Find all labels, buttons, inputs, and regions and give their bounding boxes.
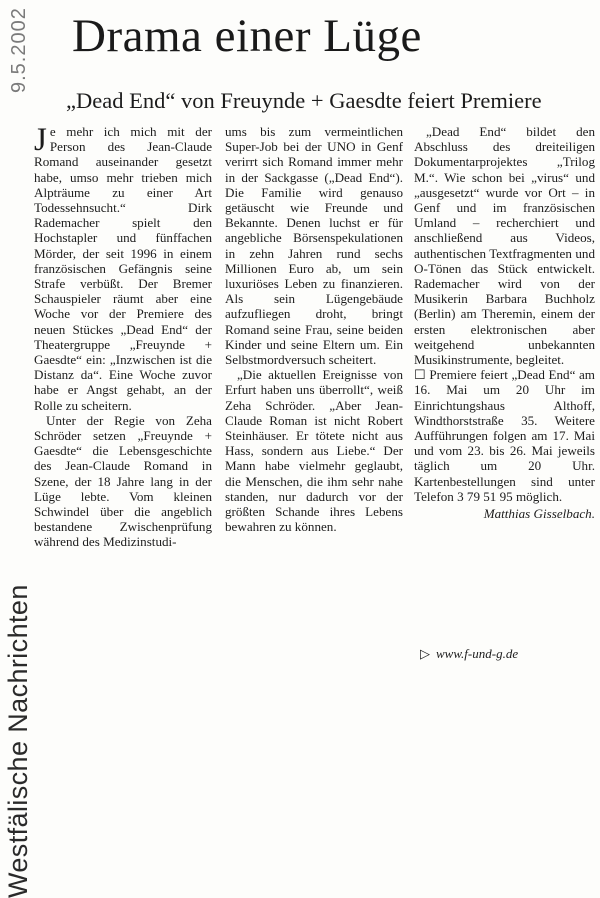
- paragraph: „Die aktuellen Ereignisse von Erfurt haben uns überrollt“, weiß Zeha Schröder. „Aber Jean-Claude Roman ist nicht Robert Steinhäuser. Er tötete nicht aus Hass, sondern aus Liebe.“ Der Mann habe vielmehr geglaubt, die Menschen, die ihm sehr nahe standen, nur dadurch vor der größten Schande ihres Lebens bewahren zu können.: [225, 367, 403, 535]
- paragraph: ums bis zum vermeintlichen Super-Job bei der UNO in Genf verirrt sich Romand immer mehr in der Sackgasse („Dead End“). Die Familie wird genauso getäuscht wie Freunde und Bekannte. Denen luchst er für angebliche Börsenspekulationen in zehn Jahren rund sechs Millionen Euro ab, um sein luxuriöses Leben zu finanzieren. Als sein Lügengebäude aufzufliegen droht, bringt Romand seine Frau, seine beiden Kinder und seine Eltern um. Ein Selbstmordversuch scheitert.: [225, 124, 403, 368]
- paragraph: [34, 124, 212, 413]
- info-box: ☐ Premiere feiert „Dead End“ am 16. Mai um 20 Uhr im Einrichtungshaus Althoff, Windthorststraße 35. Weitere Aufführungen folgen am 17. Mai und vom 23. bis 26. Mai jeweils täglich um 20 Uhr. Kartenbestellungen sind unter Telefon 3 79 51 95 möglich.: [414, 367, 595, 504]
- publication-date: 9.5.2002: [8, 7, 30, 93]
- newspaper-name: Westfälische Nachrichten: [3, 584, 33, 898]
- sidebar: [0, 0, 34, 898]
- drop-cap: J: [34, 122, 47, 158]
- article-column-1: [34, 124, 212, 550]
- headline: Drama einer Lüge: [72, 10, 422, 62]
- article-column-3: [414, 124, 595, 521]
- paragraph: „Dead End“ bildet den Abschluss des dreiteiligen Dokumentarprojektes „Trilog M.“. Wie schon bei „virus“ und „ausgesetzt“ wurde vor Ort – in Genf und im französischen Umland – recherchiert und anschließend aus Videos, authentischen Textfragmenten und O-Tönen das Stück entwickelt. Rademacher wird von der Musikerin Barbara Buchholz (Berlin) am Theremin, einem der ersten elektronischen aber weitgehend unbekannten Musikinstrumente, begleitet.: [414, 124, 595, 368]
- article-column-2: [225, 124, 403, 534]
- subheadline: „Dead End“ von Freuynde + Gaesdte feiert Premiere: [66, 88, 542, 113]
- paragraph: Unter der Regie von Zeha Schröder setzen „Freuynde + Gaesdte“ die Lebensgeschichte des Jean-Claude Romand in Szene, der 18 Jahre lang in der Lüge lebte. Vom kleinen Schwindel über die angeblich bestandene Zwischenprüfung während des Medizinstudi-: [34, 412, 212, 550]
- arrow-icon: ▷: [420, 646, 430, 661]
- author-byline: Matthias Gisselbach.: [483, 506, 595, 522]
- paragraph-text: e mehr ich mich mit der Person des Jean-Claude Romand auseinander gesetzt habe, umso mehr trieben mich Alpträume zu einer Art Todessehnsucht.“ Dirk Rademacher spielt den Hochstapler und fünffachen Mörder, der seit 1996 in einem französischen Gefängnis seine Strafe verbüßt. Der Bremer Schauspieler räumt aber eine Woche vor der Premiere des neuen Stückes „Dead End“ der Theatergruppe „Freuynde + Gaesdte“ ein: „Inzwischen ist die Distanz da“. Eine Woche zuvor habe er Angst gehabt, an der Rolle zu scheitern.: [34, 124, 212, 413]
- website-link[interactable]: [420, 646, 590, 662]
- website-url[interactable]: www.f-und-g.de: [436, 646, 519, 661]
